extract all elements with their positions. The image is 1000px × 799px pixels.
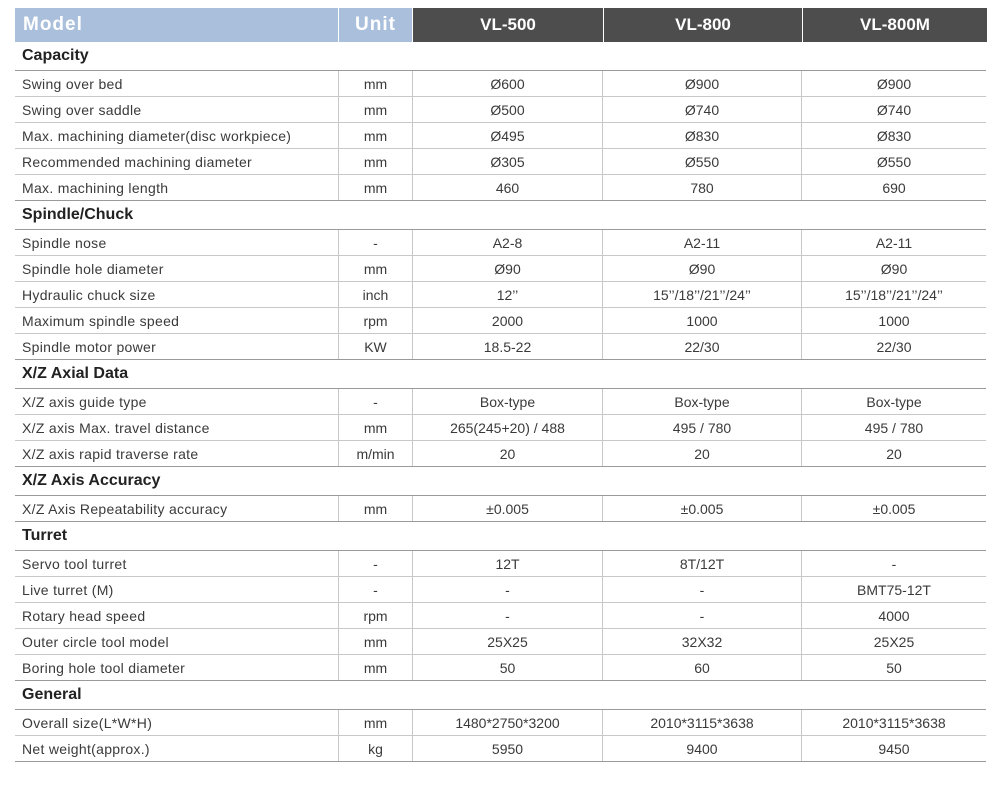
table-row [15, 282, 986, 308]
spec-value: 2010*3115*3638 [602, 710, 801, 735]
spec-label: Recommended machining diameter [22, 153, 252, 170]
spec-label: Outer circle tool model [22, 633, 169, 650]
spec-unit: m/min [338, 441, 412, 466]
spec-unit: rpm [338, 603, 412, 628]
table-row [15, 736, 986, 762]
spec-label: Maximum spindle speed [22, 312, 180, 329]
spec-value: 25X25 [412, 629, 602, 654]
spec-value: 25X25 [801, 629, 986, 654]
table-row [15, 577, 986, 603]
spec-unit: - [338, 389, 412, 414]
spec-value: Ø90 [602, 256, 801, 281]
spec-label: Swing over bed [22, 75, 123, 92]
spec-value: A2-11 [602, 230, 801, 255]
table-row [15, 389, 986, 415]
table-row [15, 230, 986, 256]
table-row [15, 710, 986, 736]
table-row [15, 175, 986, 201]
table-row [15, 415, 986, 441]
spec-value: Box-type [801, 389, 986, 414]
spec-value: 495 / 780 [602, 415, 801, 440]
spec-value: 265(245+20) / 488 [412, 415, 602, 440]
spec-unit: kg [338, 736, 412, 761]
table-row [15, 256, 986, 282]
section-heading: X/Z Axial Data [15, 360, 986, 389]
spec-unit: mm [338, 71, 412, 96]
section-heading: General [15, 681, 986, 710]
spec-value: 9450 [801, 736, 986, 761]
model-column-header: VL-800M [803, 8, 987, 42]
spec-value: 22/30 [602, 334, 801, 359]
spec-value: - [602, 603, 801, 628]
spec-value: 8T/12T [602, 551, 801, 576]
spec-value: - [412, 603, 602, 628]
spec-value: ±0.005 [412, 496, 602, 521]
spec-unit: mm [338, 415, 412, 440]
spec-unit: - [338, 230, 412, 255]
spec-label: Net weight(approx.) [22, 740, 150, 757]
spec-value: ±0.005 [602, 496, 801, 521]
spec-value: 780 [602, 175, 801, 200]
spec-value: 20 [412, 441, 602, 466]
spec-value: 690 [801, 175, 986, 200]
spec-unit: mm [338, 710, 412, 735]
spec-value: BMT75-12T [801, 577, 986, 602]
spec-unit: - [338, 551, 412, 576]
spec-value: Ø900 [801, 71, 986, 96]
spec-value: 9400 [602, 736, 801, 761]
spec-label: Boring hole tool diameter [22, 659, 186, 676]
section-heading: Capacity [15, 42, 986, 71]
table-row [15, 308, 986, 334]
section-heading: Turret [15, 522, 986, 551]
spec-unit: mm [338, 256, 412, 281]
spec-value: - [602, 577, 801, 602]
spec-label: X/Z axis rapid traverse rate [22, 445, 199, 462]
spec-value: 1480*2750*3200 [412, 710, 602, 735]
spec-value: Ø500 [412, 97, 602, 122]
spec-value: A2-8 [412, 230, 602, 255]
spec-label: X/Z axis guide type [22, 393, 147, 410]
spec-unit: mm [338, 97, 412, 122]
spec-label: Live turret (M) [22, 581, 114, 598]
spec-value: 18.5-22 [412, 334, 602, 359]
spec-unit: rpm [338, 308, 412, 333]
spec-value: 12T [412, 551, 602, 576]
spec-unit: mm [338, 496, 412, 521]
table-row [15, 97, 986, 123]
spec-unit: mm [338, 149, 412, 174]
spec-unit: mm [338, 123, 412, 148]
spec-unit: mm [338, 175, 412, 200]
spec-value: - [412, 577, 602, 602]
spec-label: X/Z Axis Repeatability accuracy [22, 500, 228, 517]
spec-value: Ø830 [801, 123, 986, 148]
spec-label: Max. machining length [22, 179, 169, 196]
spec-unit: inch [338, 282, 412, 307]
spec-unit: mm [338, 655, 412, 680]
spec-value: Ø550 [801, 149, 986, 174]
spec-unit: mm [338, 629, 412, 654]
spec-value: 15’’/18’’/21’’/24’’ [801, 282, 986, 307]
table-row [15, 149, 986, 175]
spec-value: 495 / 780 [801, 415, 986, 440]
table-row [15, 551, 986, 577]
spec-label: Spindle hole diameter [22, 260, 164, 277]
spec-table [15, 8, 986, 762]
spec-label: Swing over saddle [22, 101, 142, 118]
spec-label: Servo tool turret [22, 555, 127, 572]
spec-unit: - [338, 577, 412, 602]
table-row [15, 123, 986, 149]
spec-value: Ø305 [412, 149, 602, 174]
spec-label: X/Z axis Max. travel distance [22, 419, 210, 436]
spec-value: 60 [602, 655, 801, 680]
spec-value: - [801, 551, 986, 576]
spec-value: ±0.005 [801, 496, 986, 521]
table-header [15, 8, 986, 42]
model-header: Model [15, 8, 338, 42]
model-column-header: VL-800 [604, 8, 802, 42]
model-column-header: VL-500 [413, 8, 603, 42]
spec-value: 20 [602, 441, 801, 466]
spec-label: Overall size(L*W*H) [22, 714, 153, 731]
spec-value: Ø550 [602, 149, 801, 174]
spec-value: 1000 [801, 308, 986, 333]
spec-value: 22/30 [801, 334, 986, 359]
spec-value: 15’’/18’’/21’’/24’’ [602, 282, 801, 307]
spec-value: 32X32 [602, 629, 801, 654]
spec-value: Ø90 [801, 256, 986, 281]
spec-value: 460 [412, 175, 602, 200]
spec-value: 1000 [602, 308, 801, 333]
spec-value: Ø900 [602, 71, 801, 96]
spec-value: Box-type [412, 389, 602, 414]
spec-value: 50 [412, 655, 602, 680]
spec-label: Rotary head speed [22, 607, 146, 624]
spec-value: 4000 [801, 603, 986, 628]
table-row [15, 603, 986, 629]
unit-header: Unit [339, 8, 412, 42]
spec-value: A2-11 [801, 230, 986, 255]
spec-value: Ø600 [412, 71, 602, 96]
table-body [15, 42, 986, 762]
spec-label: Spindle motor power [22, 338, 157, 355]
table-row [15, 334, 986, 360]
spec-value: 12’’ [412, 282, 602, 307]
spec-value: Ø90 [412, 256, 602, 281]
spec-label: Max. machining diameter(disc workpiece) [22, 127, 292, 144]
spec-value: Ø740 [801, 97, 986, 122]
spec-value: 5950 [412, 736, 602, 761]
table-row [15, 71, 986, 97]
spec-value: Ø495 [412, 123, 602, 148]
spec-value: Ø830 [602, 123, 801, 148]
spec-unit: KW [338, 334, 412, 359]
spec-value: 20 [801, 441, 986, 466]
table-row [15, 629, 986, 655]
spec-value: Ø740 [602, 97, 801, 122]
spec-value: 2000 [412, 308, 602, 333]
spec-value: 50 [801, 655, 986, 680]
table-row [15, 496, 986, 522]
table-row [15, 655, 986, 681]
spec-label: Hydraulic chuck size [22, 286, 156, 303]
table-row [15, 441, 986, 467]
section-heading: Spindle/Chuck [15, 201, 986, 230]
spec-label: Spindle nose [22, 234, 107, 251]
spec-value: 2010*3115*3638 [801, 710, 986, 735]
section-heading: X/Z Axis Accuracy [15, 467, 986, 496]
spec-value: Box-type [602, 389, 801, 414]
